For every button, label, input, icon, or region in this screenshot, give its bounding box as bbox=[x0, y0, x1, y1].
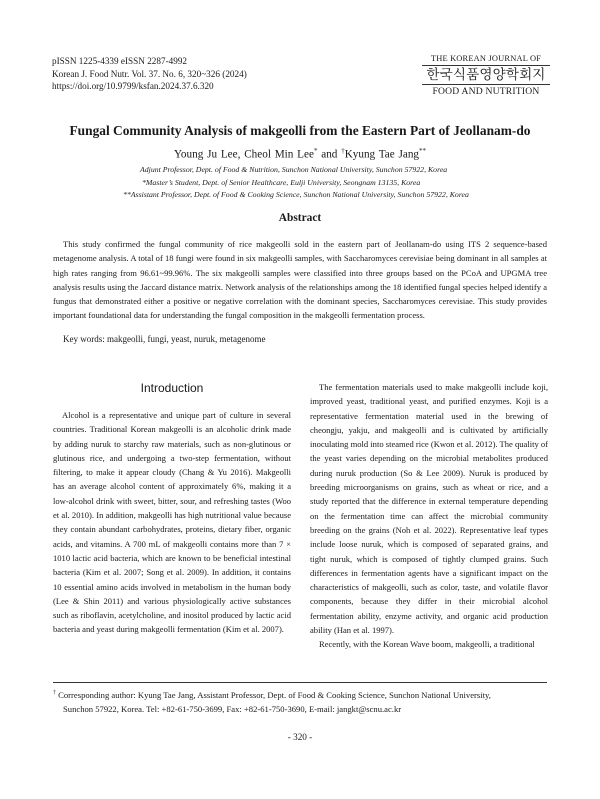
footnote-line: Corresponding author: Kyung Tae Jang, Assistant Professor, Dept. of Food & Cooking Science, Sunchon National University, bbox=[58, 689, 491, 700]
author-mark: † bbox=[341, 147, 345, 155]
body-paragraph: The fermentation materials used to make makgeolli include koji, improved yeast, traditional yeast, and purified enzymes. Koji is a representative fermentation material used in the brewing of cheongju, yakju, and makgeolli and is cultivated by artificially inoculating mold into steamed rice (Kwon et al. 2012). The quality of the yeast varies depending on the microbial metabolites produced during nuruk production (So & Lee 2009). Nuruk is produced by breeding microorganisms on grains, such as wheat or rice, and a study reported that the difference in external temperature depending on the fermentation time can affect the microbial community breeding on the grains (Noh et al. 2022). Representative leaf types include loose nuruk, which is composed of separated grains, and tight nuruk, which is composed of tightly clumped grains. Such differences in fermentation agents have a significant impact on the characteristics of makgeolli, such as color, taste, and volatile flavor components, because they differ in their microbial alcohol fermentation ability, enzyme activity, and organic acid production ability (Han et al. 1997). bbox=[310, 382, 548, 636]
author-mark: ** bbox=[419, 147, 427, 155]
left-column bbox=[53, 408, 291, 637]
journal-citation: Korean J. Food Nutr. Vol. 37. No. 6, 320~326 (2024) bbox=[52, 68, 247, 79]
author-name: Kyung Tae Jang bbox=[344, 148, 420, 161]
abstract-heading: Abstract bbox=[278, 212, 322, 224]
author-list bbox=[0, 147, 600, 161]
citation-block bbox=[52, 55, 247, 93]
journal-logo bbox=[422, 53, 550, 97]
page-number: - 320 - bbox=[287, 732, 313, 742]
author-name: Cheol Min Lee bbox=[244, 148, 314, 161]
footnote-mark: † bbox=[53, 690, 56, 696]
journal-rule bbox=[422, 65, 550, 66]
journal-rule bbox=[422, 84, 550, 85]
affiliations bbox=[0, 164, 600, 202]
footnote-line: Sunchon 57922, Korea. Tel: +82-61-750-3699, Fax: +82-61-750-3690, E-mail: jangkt@scnu.ac.kr bbox=[63, 703, 402, 714]
paper-title: Fungal Community Analysis of makgeolli from the Eastern Part of Jeollanam-do bbox=[69, 123, 531, 138]
body-paragraph: Recently, with the Korean Wave boom, makgeolli, a traditional bbox=[319, 639, 535, 650]
journal-name-en-top: THE KOREAN JOURNAL OF bbox=[430, 54, 542, 63]
footnote-divider bbox=[53, 682, 547, 683]
issn: pISSN 1225-4339 eISSN 2287-4992 bbox=[52, 56, 188, 66]
affiliation: Adjunt Professor, Dept. of Food & Nutrition, Sunchon National University, Sunchon 57922, Korea bbox=[140, 165, 448, 174]
author-name: Young Ju Lee, bbox=[173, 148, 241, 161]
body-paragraph: Alcohol is a representative and unique part of culture in several countries. Traditional Korean makgeolli is an alcoholic drink made by adding nuruk to starchy raw materials, such as non-glutinous or glutinous rice, and undergoing a two-step fermentation, without filtering, to make it appear cloudy (Chang & Yu 2016). Makgeolli has an average alcohol content of approximately 6%, making it a low-alcohol drink with sweet, bitter, sour, and refreshing tastes (Woo et al. 2010). In addition, makgeolli has high nutritional value because they contain abundant carbohydrates, proteins, dietary fiber, organic acids, and vitamins. A 700 mL of makgeolli contains more than 7 × 1010 lactic acid bacteria, which are known to be beneficial intestinal bacteria (Kim et al. 2007; Song et al. 2009). In addition, it contains 10 essential amino acids involved in metabolism in the human body (Lee & Shin 2011) and various physiologically active substances such as riboflavin, acetylcholine, and inositol produced by lactic acid bacteria and yeast during makgeolli fermentation (Kim et al. 2007). bbox=[53, 410, 291, 635]
right-column bbox=[310, 380, 548, 652]
journal-name-en-bottom: FOOD AND NUTRITION bbox=[432, 86, 540, 97]
affiliation: *Master’s Student, Dept. of Senior Healthcare, Eulji University, Seongnam 13135, Korea bbox=[142, 177, 421, 187]
section-heading: Introduction bbox=[140, 381, 204, 395]
journal-name-ko: 한국식품영양학회지 bbox=[426, 67, 546, 83]
corresponding-author-footnote bbox=[53, 686, 547, 716]
author-conjunction: and bbox=[321, 148, 338, 161]
keywords: Key words: makgeolli, fungi, yeast, nuruk, metagenome bbox=[63, 334, 266, 344]
affiliation: **Assistant Professor, Dept. of Food & Cooking Science, Sunchon National University, Sunchon 57922, Korea bbox=[123, 190, 469, 199]
author-mark: * bbox=[313, 147, 318, 155]
doi-link[interactable]: https://doi.org/10.9799/ksfan.2024.37.6.320 bbox=[52, 81, 214, 91]
abstract-text: This study confirmed the fungal community of rice makgeolli sold in the eastern part of Jeollanam-do using ITS 2 sequence-based metagenome analysis. A total of 18 fungi were found in six makgeolli samples, with Saccharomyces cerevisiae being dominant in all samples at high rates ranging from 96.61~99.96%. The six makgeolli samples were classified into three groups based on the PCoA and UPGMA tree analysis results using the Jaccard distance matrix. Network analysis of the relationships among the 18 identified fungal species helped identify a fungus that demonstrated either a positive or negative correlation with the dominant species, Saccharomyces cerevisiae. This study provides important foundational data for understanding the fungal composition in the makgeolli fermentation process. bbox=[53, 239, 547, 321]
